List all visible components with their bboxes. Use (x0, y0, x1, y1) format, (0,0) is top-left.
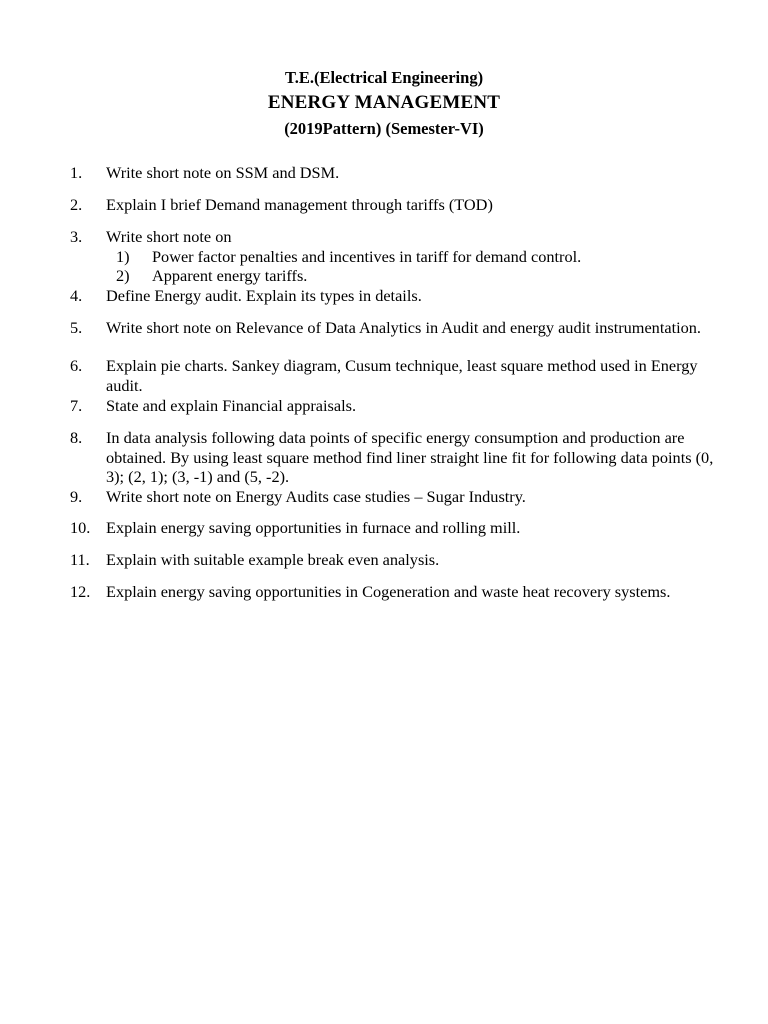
question-number: 4. (70, 286, 83, 305)
sub-item-text: Apparent energy tariffs. (152, 266, 308, 285)
question-number: 2. (70, 195, 83, 214)
question-text: Write short note on Relevance of Data Analytics in Audit and energy audit instrumentation. (106, 318, 701, 337)
document-header (0, 66, 768, 142)
question-4 (70, 286, 722, 306)
pattern-semester: (2019Pattern) (Semester-VI) (284, 119, 484, 138)
question-text: Write short note on Energy Audits case studies – Sugar Industry. (106, 487, 526, 506)
sub-list (106, 247, 722, 286)
question-number: 5. (70, 318, 83, 337)
sub-item-text: Power factor penalties and incentives in tariff for demand control. (152, 246, 582, 266)
sub-item-1 (116, 247, 722, 267)
question-text: Define Energy audit. Explain its types in details. (106, 286, 422, 305)
question-text: Explain energy saving opportunities in Cogeneration and waste heat recovery systems. (106, 582, 671, 601)
question-text: State and explain Financial appraisals. (106, 396, 357, 415)
question-11 (70, 550, 722, 570)
question-number: 6. (70, 356, 83, 375)
question-10 (70, 518, 722, 538)
question-9 (70, 487, 722, 507)
question-3 (70, 227, 722, 286)
question-text: Write short note on (106, 227, 232, 246)
question-text: Explain pie charts. Sankey diagram, Cusum technique, least square method used in Energy audit. (106, 356, 698, 395)
question-number: 1. (70, 163, 83, 182)
question-1 (70, 163, 722, 183)
sub-item-number: 2) (116, 266, 130, 285)
question-number: 8. (70, 428, 83, 447)
question-7 (70, 396, 722, 416)
question-number: 10. (70, 518, 91, 537)
question-text: In data analysis following data points of specific energy consumption and production are obtained. By using least square method find liner straight line fit for following data points (0, 3); (2, 1); (3, -1) and (5, -2). (106, 428, 714, 486)
question-2 (70, 195, 722, 215)
question-8 (70, 428, 722, 487)
question-text: Write short note on SSM and DSM. (106, 163, 340, 182)
question-number: 7. (70, 396, 83, 415)
question-number: 12. (70, 582, 91, 601)
question-number: 3. (70, 227, 83, 246)
course-title: T.E.(Electrical Engineering) (284, 68, 484, 87)
question-text: Explain energy saving opportunities in furnace and rolling mill. (106, 518, 521, 537)
question-12 (70, 582, 722, 602)
question-5 (70, 318, 722, 338)
question-number: 11. (70, 550, 90, 569)
question-text: Explain I brief Demand management through tariffs (TOD) (106, 195, 493, 214)
question-number: 9. (70, 487, 83, 506)
sub-item-number: 1) (116, 246, 130, 266)
sub-item-2 (116, 266, 722, 286)
question-text: Explain with suitable example break even analysis. (106, 550, 440, 569)
subject-title: ENERGY MANAGEMENT (267, 92, 501, 113)
question-6 (70, 356, 722, 395)
